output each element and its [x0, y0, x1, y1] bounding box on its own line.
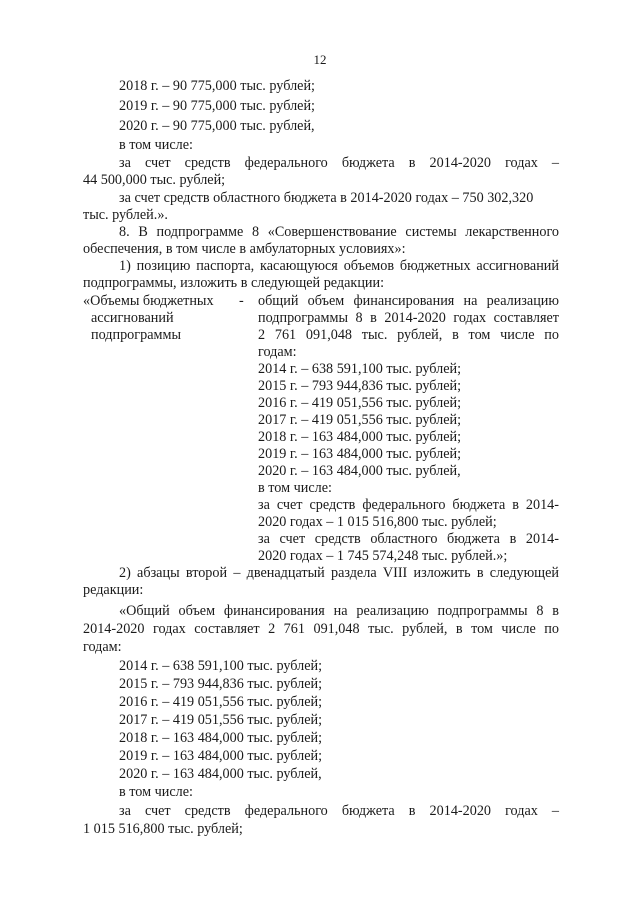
passport-label-line-2: ассигнований: [91, 310, 174, 326]
passport-federal-line-2: 2020 годах – 1 015 516,800 тыс. рублей;: [258, 514, 497, 530]
passport-text-line-3: 2 761 091,048 тыс. рублей, в том числе по: [258, 327, 559, 343]
section8-line-1: «Общий объем финансирования на реализацию подпрограммы 8 в: [119, 603, 559, 619]
sub1-line-1: 1) позицию паспорта, касающуюся объемов бюджетных ассигнований: [119, 258, 559, 274]
passport-label-line-1: «Объемы бюджетных: [83, 293, 214, 309]
top-federal-line-1: за счет средств федерального бюджета в 2014-2020 годах –: [119, 155, 559, 171]
passport-text-line-4: годам:: [258, 344, 297, 360]
section8-line-2: 2014-2020 годах составляет 2 761 091,048 тыс. рублей, в том числе по: [83, 621, 559, 637]
top-year-2019: 2019 г. – 90 775,000 тыс. рублей;: [119, 98, 315, 114]
passport-year-2019: 2019 г. – 163 484,000 тыс. рублей;: [258, 446, 462, 462]
passport-regional-line-2: 2020 годах – 1 745 574,248 тыс. рублей.»;: [258, 548, 508, 564]
section8-line-3: годам:: [83, 639, 122, 655]
passport-year-2017: 2017 г. – 419 051,556 тыс. рублей;: [258, 412, 462, 428]
passport-federal-line-1: за счет средств федерального бюджета в 2014-: [258, 497, 559, 513]
top-year-2020: 2020 г. – 90 775,000 тыс. рублей,: [119, 118, 315, 134]
section8-federal-line-2: 1 015 516,800 тыс. рублей;: [83, 821, 243, 837]
section8-year-2014: 2014 г. – 638 591,100 тыс. рублей;: [119, 658, 323, 674]
section8-year-2019: 2019 г. – 163 484,000 тыс. рублей;: [119, 748, 323, 764]
section8-year-2015: 2015 г. – 793 944,836 тыс. рублей;: [119, 676, 323, 692]
passport-text-line-1: общий объем финансирования на реализацию: [258, 293, 559, 309]
item8-line-2: обеспечения, в том числе в амбулаторных условиях»:: [83, 241, 406, 257]
top-regional-line-2: тыс. рублей.».: [83, 207, 168, 223]
section8-year-2020: 2020 г. – 163 484,000 тыс. рублей,: [119, 766, 322, 782]
passport-including: в том числе:: [258, 480, 332, 496]
passport-label-line-3: подпрограммы: [91, 327, 181, 343]
passport-year-2015: 2015 г. – 793 944,836 тыс. рублей;: [258, 378, 462, 394]
passport-text-line-2: подпрограммы 8 в 2014-2020 годах составляет: [258, 310, 559, 326]
sub1-line-2: подпрограммы, изложить в следующей редакции:: [83, 275, 385, 291]
section8-year-2017: 2017 г. – 419 051,556 тыс. рублей;: [119, 712, 323, 728]
passport-year-2016: 2016 г. – 419 051,556 тыс. рублей;: [258, 395, 462, 411]
page-number: 12: [313, 52, 327, 67]
sub2-line-2: редакции:: [83, 582, 144, 598]
sub2-line-1: 2) абзацы второй – двенадцатый раздела VIII изложить в следующей: [119, 565, 559, 581]
passport-year-2014: 2014 г. – 638 591,100 тыс. рублей;: [258, 361, 462, 377]
top-regional-line-1: за счет средств областного бюджета в 2014-2020 годах – 750 302,320: [119, 190, 534, 206]
passport-regional-line-1: за счет средств областного бюджета в 2014-: [258, 531, 559, 547]
section8-year-2016: 2016 г. – 419 051,556 тыс. рублей;: [119, 694, 323, 710]
top-including: в том числе:: [119, 137, 193, 153]
passport-dash: -: [239, 293, 244, 309]
item8-line-1: 8. В подпрограмме 8 «Совершенствование системы лекарственного: [119, 224, 559, 240]
passport-year-2018: 2018 г. – 163 484,000 тыс. рублей;: [258, 429, 462, 445]
passport-year-2020: 2020 г. – 163 484,000 тыс. рублей,: [258, 463, 461, 479]
section8-year-2018: 2018 г. – 163 484,000 тыс. рублей;: [119, 730, 323, 746]
top-year-2018: 2018 г. – 90 775,000 тыс. рублей;: [119, 78, 315, 94]
section8-including: в том числе:: [119, 784, 193, 800]
section8-federal-line-1: за счет средств федерального бюджета в 2014-2020 годах –: [119, 803, 559, 819]
top-federal-line-2: 44 500,000 тыс. рублей;: [83, 172, 226, 188]
